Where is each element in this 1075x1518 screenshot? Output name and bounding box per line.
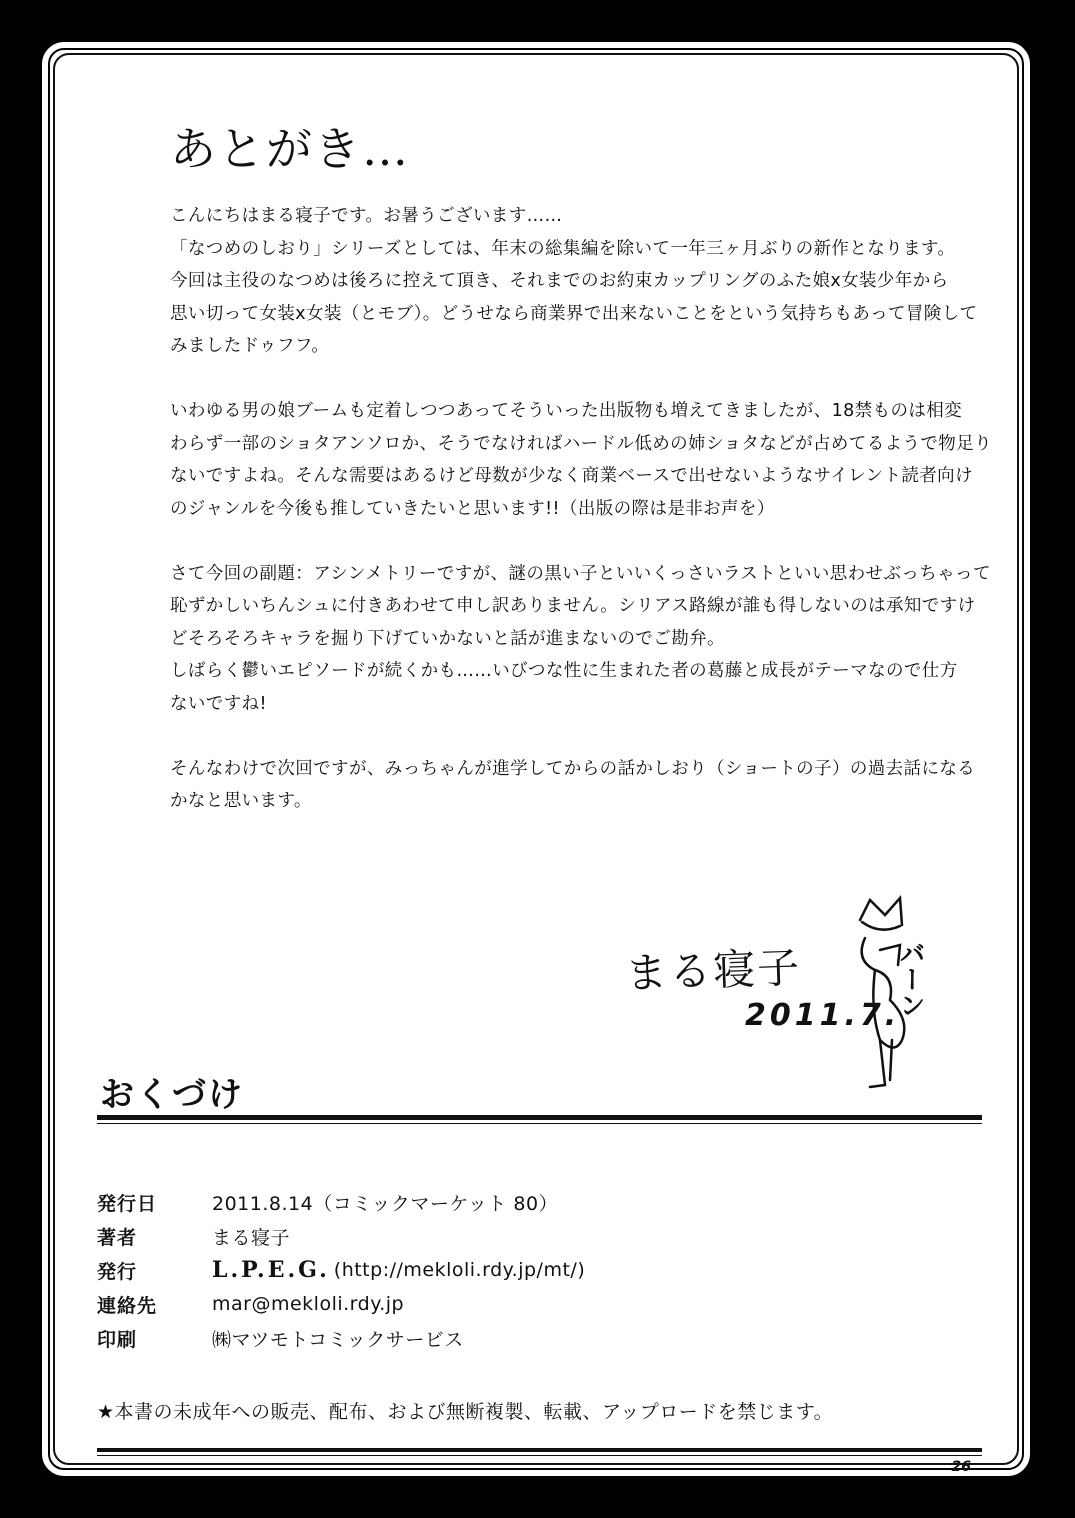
signature-block (585, 880, 945, 1090)
row-label: 印刷 (97, 1328, 138, 1351)
row-label: 発行日 (97, 1192, 158, 1215)
publisher-url[interactable]: (http://mekloli.rdy.jp/mt/) (333, 1259, 586, 1281)
row-label: 著者 (97, 1226, 138, 1249)
afterword-paragraph: こんにちはまる寝子です。お暑うございます…… 「なつめのしおり」シリーズとしては、年末の総集編を除いて一年三ヶ月ぶりの新作となります。 今回は主役のなつめは後ろに控えて頂き、それまでのお約束カップリングのふた娘x女装少年から 思い切って女装x女装（とモブ）。どうせなら商業界で出来ないことをという気持ちもあって冒険して みましたドゥフフ。 (170, 206, 978, 356)
legal-notice: ★本書の未成年への販売、配布、および無断複製、転載、アップロードを禁じます。 (97, 1401, 834, 1423)
afterword-body (170, 200, 1010, 850)
divider (97, 1448, 982, 1452)
divider (97, 1455, 982, 1456)
row-value-wrap (212, 1257, 585, 1283)
colophon-title: おくづけ (100, 1075, 244, 1115)
row-label: 発行 (97, 1260, 138, 1283)
colophon-row-printer (97, 1321, 977, 1355)
colophon-row-contact (97, 1287, 977, 1321)
page-number: 26 (951, 1459, 971, 1475)
row-label: 連絡先 (97, 1294, 158, 1317)
row-value: まる寝子 (212, 1226, 291, 1249)
sketch-caption: バーン (895, 940, 925, 1018)
publisher-logo: L.P.E.G. (212, 1257, 330, 1283)
colophon-table (97, 1185, 977, 1355)
divider (97, 1115, 982, 1120)
afterword-paragraph: いわゆる男の娘ブームも定着しつつあってそういった出版物も増えてきましたが、18禁ものは相変 わらず一部のショタアンソロか、そうでなければハードル低めの姉ショタなどが占めてるようで物足り ないですよね。そんな需要はあるけど母数が少なく商業ベースで出せないようなサイレント読者向け のジャンルを今後も推していきたいと思います!!（出版の際は是非お声を） (170, 401, 992, 519)
colophon-row-author (97, 1219, 977, 1253)
contact-email[interactable]: mar@mekloli.rdy.jp (212, 1293, 405, 1315)
row-value: ㈱マツモトコミックサービス (212, 1328, 464, 1351)
colophon-row-date (97, 1185, 977, 1219)
afterword-paragraph: さて今回の副題：アシンメトリーですが、謎の黒い子といいくっさいラストといい思わせぶっちゃって 恥ずかしいちんシュに付きあわせて申し訳ありません。シリアス路線が誰も得しないのは承知ですけ どそろそろキャラを掘り下げていかないと話が進まないのでご勘弁。 しばらく鬱いエピソードが続くかも……いびつな性に生まれた者の葛藤と成長がテーマなので仕方 ないですね! (170, 563, 991, 714)
character-sketch-icon (840, 890, 940, 1090)
afterword-paragraph: そんなわけで次回ですが、みっちゃんが進学してからの話かしおり（ショートの子）の過去話になる かなと思います。 (170, 758, 976, 811)
afterword-heading: あとがき… (170, 122, 410, 176)
colophon-row-publisher (97, 1253, 977, 1287)
divider (97, 1123, 982, 1124)
page-frame (42, 42, 1030, 1476)
signature-date: 2011.7. (745, 998, 901, 1033)
signature-name: まる寝子 (624, 942, 802, 999)
row-value: 2011.8.14（コミックマーケット 80） (212, 1192, 559, 1215)
